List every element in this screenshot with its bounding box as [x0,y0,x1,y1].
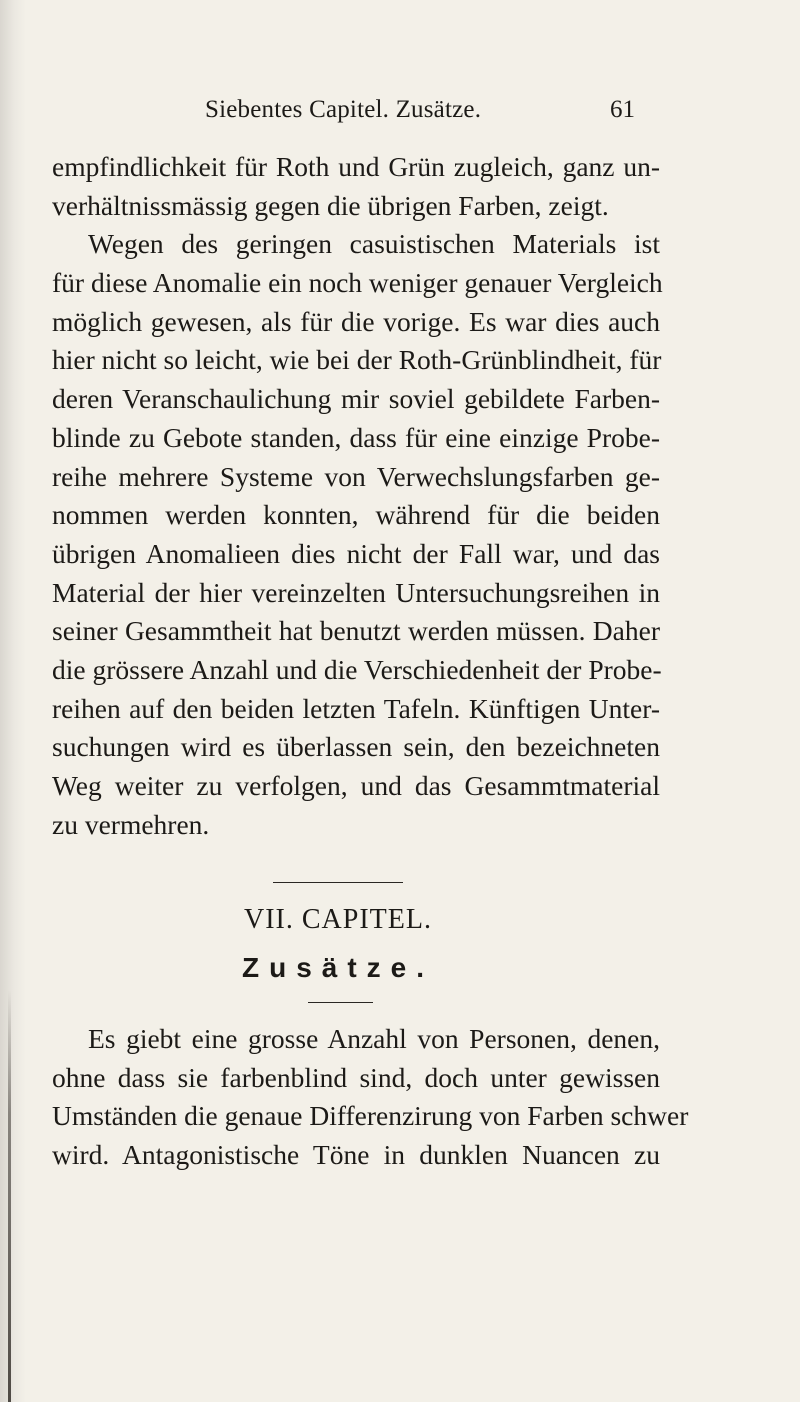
text-line: Material der hier vereinzelten Untersuchungsreihen in [52,576,660,608]
chapter-subtitle: Zusätze. [241,952,435,983]
text-line: Wegen des geringen casuistischen Materials ist [88,228,660,260]
heading-divider [308,1002,373,1003]
running-head: Siebentes Capitel. Zusätze. [205,96,482,123]
text-line: suchungen wird es überlassen sein, den bezeichneten [52,731,660,763]
text-line: zu vermehren. [52,808,210,840]
page-gutter-shadow [0,0,26,1402]
text-line: übrigen Anomalieen dies nicht der Fall war, und das [52,537,660,569]
section-divider [273,882,403,883]
text-line: die grössere Anzahl und die Verschiedenheit der Probe- [52,653,662,685]
body-text-upper [52,148,663,844]
text-line: möglich gewesen, als für die vorige. Es war dies auch [52,305,660,337]
binding-edge [8,990,11,1402]
chapter-heading: VII. CAPITEL. [244,904,432,935]
text-line: reihe mehrere Systeme von Verwechslungsfarben ge- [52,460,660,492]
body-text-lower [52,1020,689,1175]
text-line: Umständen die genaue Differenzirung von Farben schwer [52,1100,689,1132]
text-line: wird. Antagonistische Töne in dunklen Nuancen zu [52,1139,660,1171]
text-line: reihen auf den beiden letzten Tafeln. Künftigen Unter- [52,692,660,724]
text-line: hier nicht so leicht, wie bei der Roth-Grünblindheit, für [52,344,662,376]
text-line: empfindlichkeit für Roth und Grün zugleich, ganz un- [52,151,660,182]
page-number: 61 [610,96,635,123]
text-line: für diese Anomalie ein noch weniger genauer Vergleich [52,267,663,299]
text-line: seiner Gesammtheit hat benutzt werden müssen. Daher [52,615,660,647]
page-header [0,96,800,136]
text-line: deren Veranschaulichung mir soviel gebildete Farben- [52,383,660,415]
text-line: blinde zu Gebote standen, dass für eine einzige Probe- [52,421,660,453]
text-line: nommen werden konnten, während für die beiden [52,499,660,531]
text-line: verhältnissmässig gegen die übrigen Farben, zeigt. [52,189,609,221]
text-line: ohne dass sie farbenblind sind, doch unter gewissen [52,1061,660,1093]
text-line: Es giebt eine grosse Anzahl von Personen, denen, [88,1023,660,1054]
text-line: Weg weiter zu verfolgen, und das Gesammtmaterial [52,770,660,801]
